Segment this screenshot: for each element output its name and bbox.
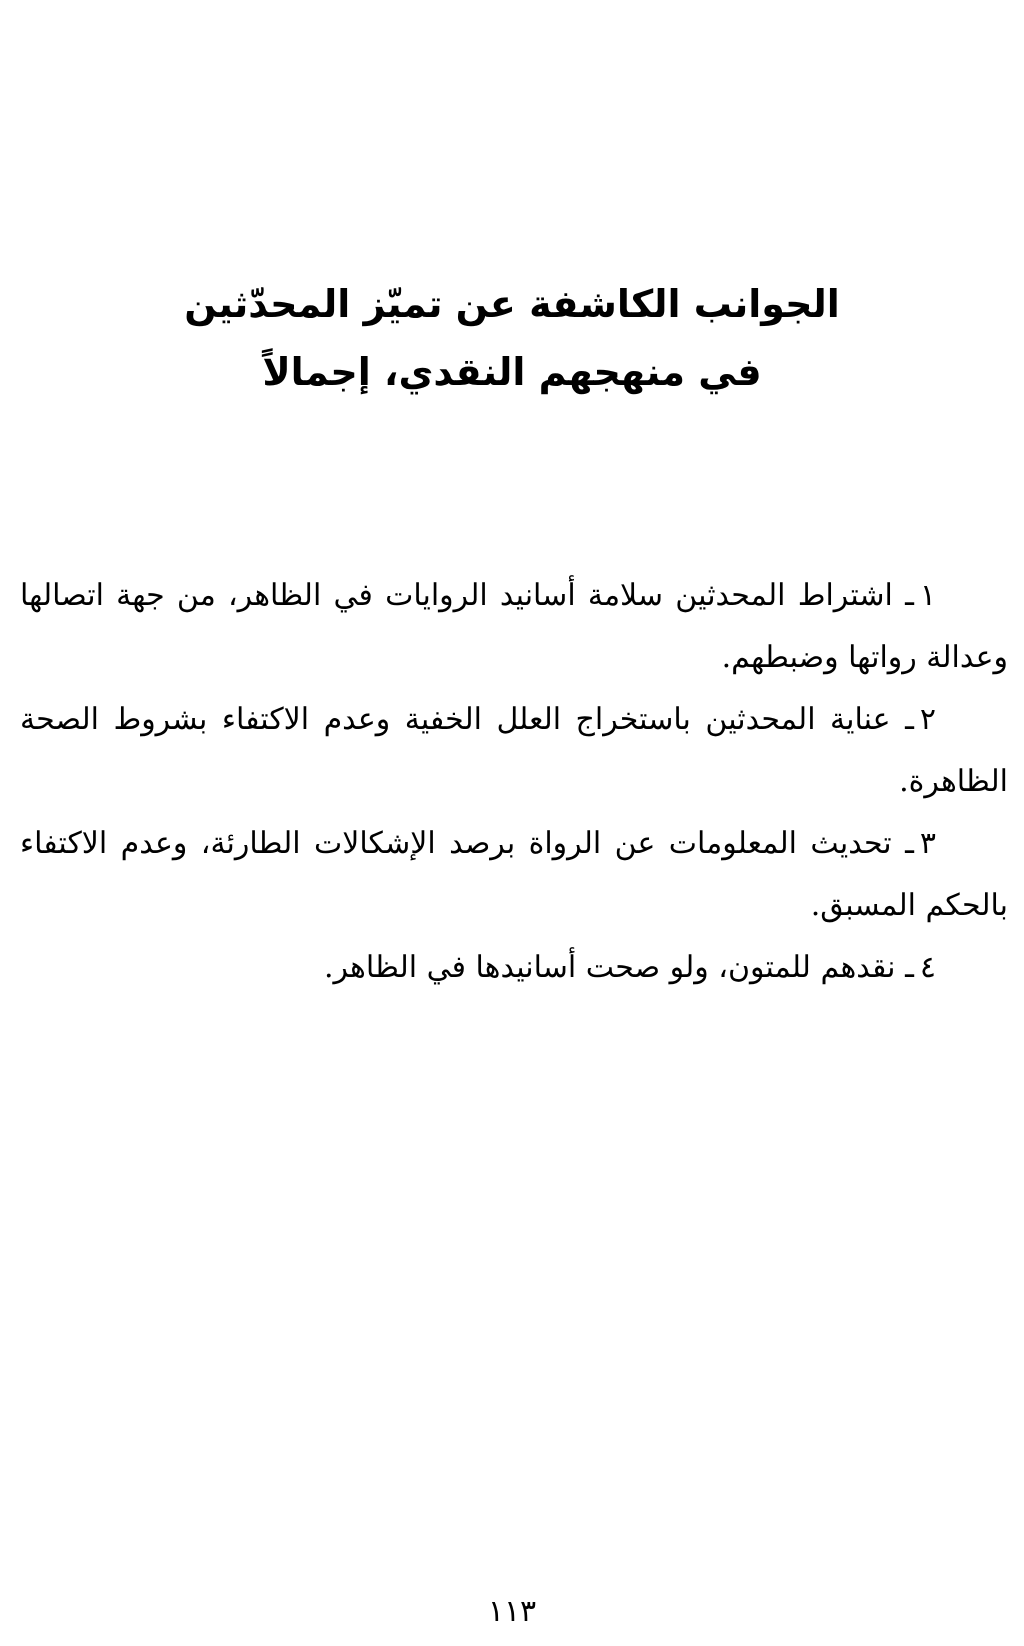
item-number: ٢: [919, 702, 936, 737]
item-text: ـ نقدهم للمتون، ولو صحت أسانيدها في الظاهر.: [323, 950, 914, 985]
item-text: ـ عناية المحدثين باستخراج العلل الخفية وعدم الاكتفاء بشروط الصحة الظاهرة.: [20, 702, 1008, 799]
chapter-title: [150, 270, 874, 406]
title-line-2: في منهجهم النقدي، إجمالاً: [262, 350, 762, 394]
item-number: ٣: [919, 826, 936, 861]
list-item-3: [20, 813, 1008, 937]
item-number: ١: [919, 578, 937, 613]
page-number: ١١٣: [487, 1594, 537, 1629]
title-line-1: الجوانب الكاشفة عن تميّز المحدّثين: [184, 282, 840, 326]
numbered-list: [20, 565, 1008, 999]
item-text: ـ تحديث المعلومات عن الرواة برصد الإشكالات الطارئة، وعدم الاكتفاء بالحكم المسبق.: [20, 826, 1008, 923]
item-text: ـ اشتراط المحدثين سلامة أسانيد الروايات في الظاهر، من جهة اتصالها وعدالة رواتها وضبطهم.: [20, 578, 1008, 675]
item-number: ٤: [919, 950, 936, 985]
list-item-4: [20, 937, 1008, 999]
list-item-2: [20, 689, 1008, 813]
list-item-1: [20, 565, 1008, 689]
